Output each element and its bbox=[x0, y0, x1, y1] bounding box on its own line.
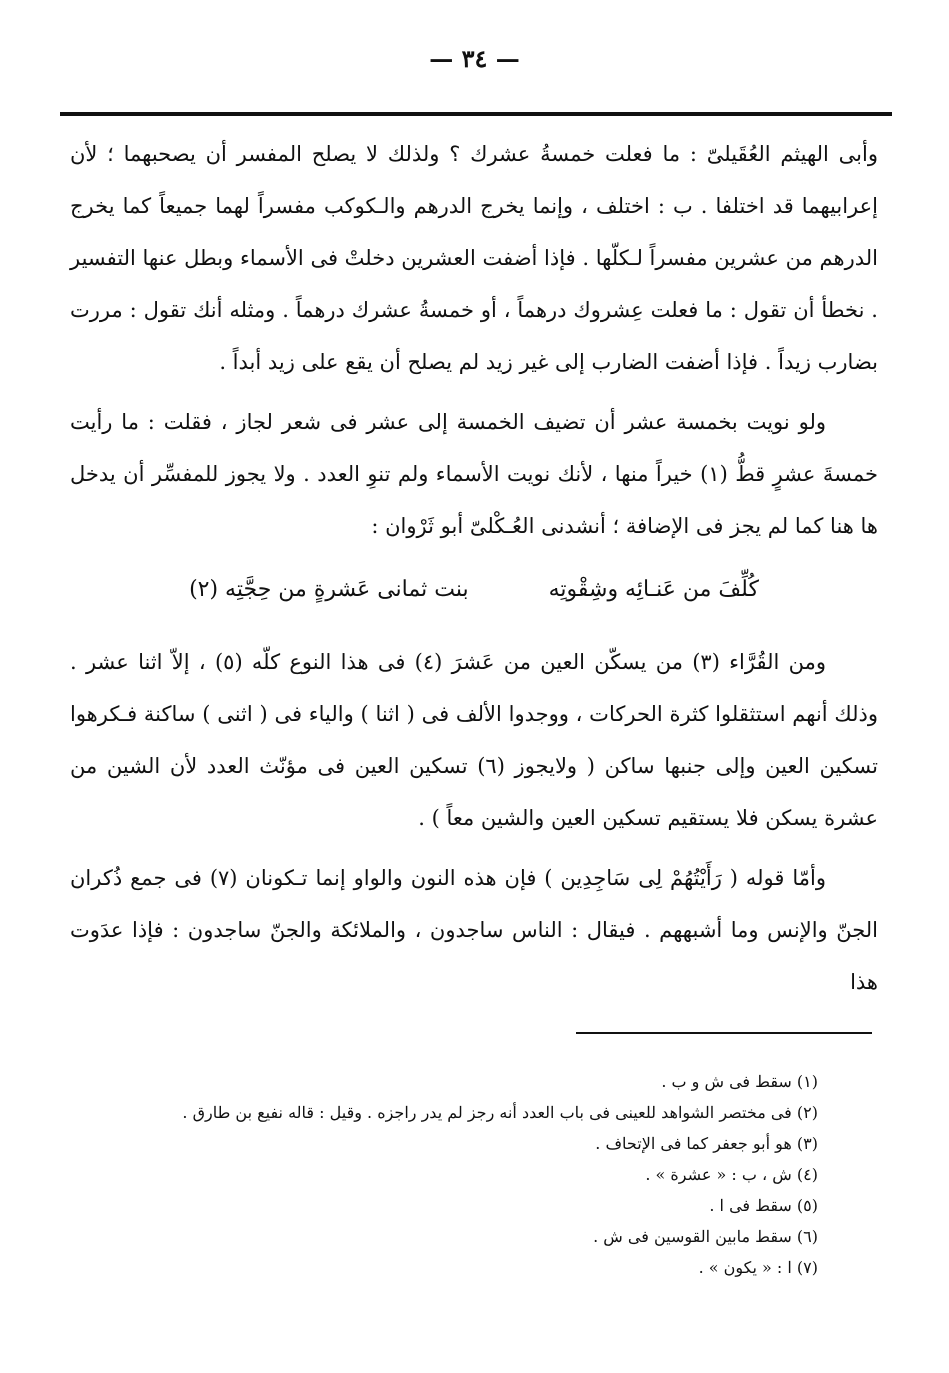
footnote: (١) سقط فى ش و ب . bbox=[661, 1072, 818, 1091]
footnote: (٥) سقط فى ا . bbox=[709, 1196, 818, 1215]
verse-hemistich-second: بنت ثمانى عَشرةٍ من حِجَّتِه (٢) bbox=[189, 577, 469, 602]
paragraph: ومن القُرَّاء (٣) من يسكّن العين من عَشرَ (٤) فى هذا النوع كلّه (٥) ، إلاّ اثنا عشر . وذلك أنهم استثقلوا كثرة الحركات ، ووجدوا الألف فى ( اثنا ) والياء فى ( اثنى ) ساكنة فـكرهوا تسكين العين وإلى جنبها ساكن ( ولايجوز (٦) تسكين العين فى مؤنّث العدد لأن الشين من عشرة يسكن فلا يستقيم تسكين العين والشين معاً ) . bbox=[70, 650, 878, 830]
main-text bbox=[70, 128, 878, 1016]
page-number: — ٣٤ — bbox=[429, 44, 520, 73]
footnote: (٤) ش ، ب : « عشرة » . bbox=[645, 1165, 818, 1184]
footnote-rule bbox=[576, 1032, 872, 1034]
footnote: (٦) سقط مابين القوسين فى ش . bbox=[593, 1227, 818, 1246]
paragraph: وأمّا قوله ( رَأَيْتُهُمْ لِى سَاجِدِين ) فإن هذه النون والواو إنما تـكونان (٧) فى جمع ذُكران الجنّ والإنس وما أشبههم . فيقال : الناس ساجدون ، والملائكة والجنّ ساجدون : فإذا عدَوت هذا bbox=[70, 866, 878, 994]
verse-hemistich-first: كُلِّفَ من عَنـائِه وشِقْوتِه bbox=[548, 577, 759, 602]
paragraph: وأبى الهيثم العُقَيلىّ : ما فعلت خمسةُ عشرك ؟ ولذلك لا يصلح المفسر أن يصحبهما ؛ لأن إعرابيهما قد اختلفا . ب : اختلف ، وإنما يخرج الدرهم والـكوكب مفسراً لهما جميعاً كما يخرج الدرهم من عشرين مفسراً لـكلّها . فإذا أضفت العشرين دخلتْ فى الأسماء وبطل عنها التفسير . نخطأ أن تقول : ما فعلت عِشروك درهماً ، أو خمسةُ عشرك درهماً . ومثله أنك تقول : مررت بضارب زيداً . فإذا أضفت الضارب إلى غير زيد لم يصلح أن يقع على زيد أبداً . bbox=[70, 142, 878, 374]
footnote: (٧) ا : « يكون » . bbox=[698, 1258, 818, 1277]
footnotes bbox=[150, 1066, 818, 1283]
header-rule bbox=[60, 112, 892, 116]
verse bbox=[70, 564, 878, 616]
footnote: (٢) فى مختصر الشواهد للعينى فى باب العدد أنه رجز لم يدر راجزه . وقيل : قاله نفيع بن طارق . bbox=[182, 1103, 818, 1122]
footnote: (٣) هو أبو جعفر كما فى الإتحاف . bbox=[595, 1134, 818, 1153]
paragraph: ولو نويت بخمسة عشر أن تضيف الخمسة إلى عشر فى شعر لجاز ، فقلت : ما رأيت خمسةَ عشرٍ قطُّ (١) خيراً منها ، لأنك نويت الأسماء ولم تنوِ العدد . ولا يجوز للمفسِّر أن يدخل ها هنا كما لم يجز فى الإضافة ؛ أنشدنى العُـكْلىّ أبو ثَرْوان : bbox=[70, 410, 878, 538]
